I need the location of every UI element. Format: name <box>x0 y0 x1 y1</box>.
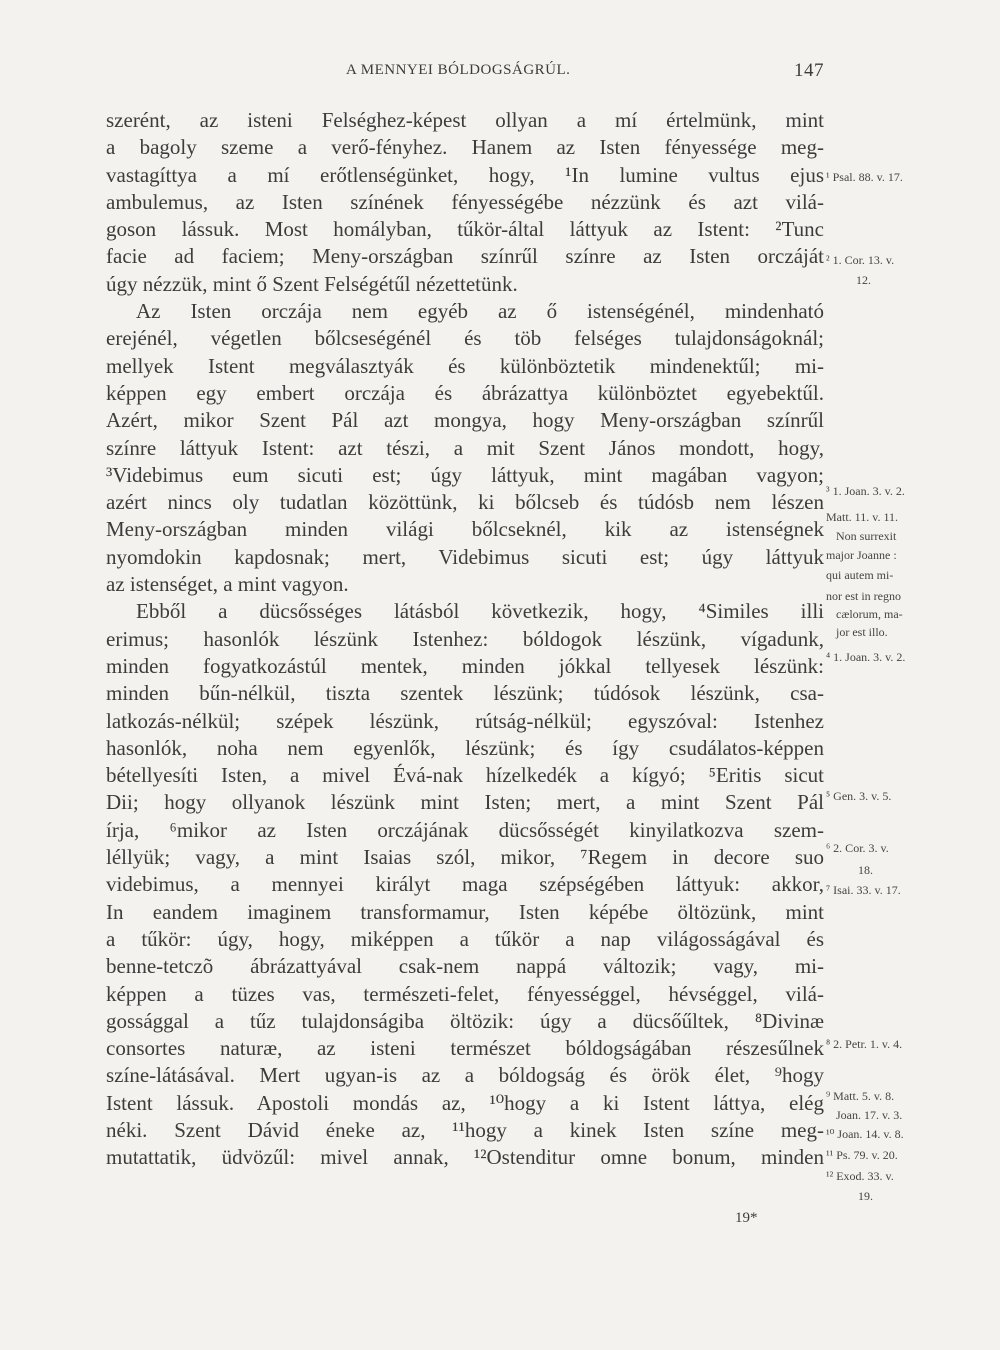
page-number: 147 <box>794 60 824 81</box>
text-line: az istenséget, a mint vagyon. <box>106 572 349 597</box>
text-line: mellyek Istent megválasztyák és különböztetik mindenektűl; mi- <box>106 353 824 378</box>
text-line: úgy nézzük, mint ő Szent Felségétűl nézettetünk. <box>106 271 518 296</box>
text-line: Az Isten orczája nem egyéb az ő istenségénél, mindenható <box>136 299 824 324</box>
margin-note: 18. <box>858 863 873 877</box>
text-line: színe-látásával. Mert ugyan-is az a bóldogság és örök élet, ⁹hogy <box>106 1063 824 1088</box>
margin-note: nor est in regno <box>826 589 901 603</box>
margin-note: Non surrexit <box>836 529 897 543</box>
margin-note: ³ 1. Joan. 3. v. 2. <box>826 484 905 498</box>
text-line: Meny-országban minden világi bőlcseknél, kik az istenségnek <box>106 517 824 542</box>
text-line: facie ad faciem; Meny-országban színrűl színre az Isten orczáját <box>106 244 824 269</box>
text-line: léllyük; vagy, a mint Isaias szól, mikor, ⁷Regem in decore suo <box>106 845 824 870</box>
margin-note: Matt. 11. v. 11. <box>826 510 898 524</box>
text-line: mutattatik, üdvözűl: mivel annak, ¹²Ostenditur omne bonum, minden <box>106 1145 824 1170</box>
text-line: bétellyesíti Isten, a mivel Évá-nak hízelkedék a kígyó; ⁵Eritis sicut <box>106 763 824 788</box>
text-line: Ebből a dücsősséges látásból következik, hogy, ⁴Similes illi <box>136 599 824 624</box>
text-line: azért nincs oly tudatlan közöttünk, ki bőlcseb és túdósb nem lészen <box>106 490 824 515</box>
text-line: a tűkör: úgy, hogy, miképpen a tűkör a nap világosságával és <box>106 926 824 951</box>
margin-note: ² 1. Cor. 13. v. <box>826 253 895 267</box>
text-line: Dii; hogy ollyanok lészünk mint Isten; mert, a mint Szent Pál <box>106 790 824 815</box>
margin-note: ¹¹ Ps. 79. v. 20. <box>826 1148 898 1162</box>
margin-note: jor est illo. <box>836 625 888 639</box>
text-line: latkozás-nélkül; szépek lészünk, rútság-nélkül; egyszóval: Istenhez <box>106 708 824 733</box>
text-line: erejénél, végetlen bőlcseségénél és töb felséges tulajdonságoknál; <box>106 326 824 351</box>
margin-note: ⁹ Matt. 5. v. 8. <box>826 1089 895 1103</box>
margin-note: ⁴ 1. Joan. 3. v. 2. <box>826 650 906 664</box>
text-line: néki. Szent Dávid éneke az, ¹¹hogy a kinek Isten színe meg- <box>106 1117 824 1142</box>
margin-note: qui autem mi- <box>826 568 894 582</box>
text-line: minden bűn-nélkül, tiszta szentek lészünk; túdósok lészünk, csa- <box>106 681 824 706</box>
text-line: képpen egy embert orczája és ábrázattya különböztet egyebektűl. <box>106 380 824 405</box>
text-line: szerént, az isteni Felséghez-képest ollyan a mí értelmünk, mint <box>106 108 824 132</box>
margin-note: 12. <box>856 273 871 287</box>
text-line: írja, ⁶mikor az Isten orczájának dücsősségét kinyilatkozva szem- <box>106 817 824 842</box>
text-line: gossággal a tűz tulajdonságiba öltözik: úgy a dücsőűltek, ⁸Divinæ <box>106 1008 824 1033</box>
text-line: színre láttyuk Istent: azt tészi, a mit Szent János mondott, hogy, <box>106 435 824 460</box>
margin-note: cælorum, ma- <box>836 607 903 621</box>
margin-note: major Joanne : <box>826 548 897 562</box>
text-line: consortes naturæ, az isteni természet bóldogságában részesűlnek <box>106 1036 824 1061</box>
margin-note: ⁶ 2. Cor. 3. v. <box>826 841 889 855</box>
text-line: ambulemus, az Isten színének fényességébe nézzünk és azt vilá- <box>106 189 824 214</box>
signature-mark: 19* <box>735 1210 758 1226</box>
text-line: videbimus, a mennyei királyt maga szépségében láttyuk: akkor, <box>106 872 824 897</box>
text-line: ³Videbimus eum sicuti est; úgy láttyuk, mint magában vagyon; <box>106 462 824 487</box>
margin-note: ¹ Psal. 88. v. 17. <box>826 170 903 184</box>
margin-note: 19. <box>858 1189 873 1203</box>
text-line: In eandem imaginem transformamur, Isten képébe öltözünk, mint <box>106 899 824 924</box>
text-line: Azért, mikor Szent Pál azt mongya, hogy Meny-országban színrűl <box>106 408 824 433</box>
text-line: vastagíttya a mí erőtlenségünket, hogy, ¹In lumine vultus ejus <box>106 162 824 187</box>
text-line: goson lássuk. Most homályban, tűkör-által láttyuk az Istent: ²Tunc <box>106 217 824 242</box>
margin-note: ⁷ Isai. 33. v. 17. <box>826 883 901 897</box>
margin-note: ¹⁰ Joan. 14. v. 8. <box>826 1127 904 1141</box>
text-line: Istent lássuk. Apostoli mondás az, ¹⁰hogy a ki Istent láttya, elég <box>106 1090 824 1115</box>
text-line: nyomdokin kapdosnak; mert, Videbimus sicuti est; úgy láttyuk <box>106 544 824 569</box>
text-line: benne-tetczõ ábrázattyával csak-nem nappá változik; vagy, mi- <box>106 954 824 979</box>
margin-note: ¹² Exod. 33. v. <box>826 1169 894 1183</box>
text-line: hasonlók, noha nem egyenlők, lészünk; és így csudálatos-képpen <box>106 735 824 760</box>
margin-note: Joan. 17. v. 3. <box>836 1108 903 1122</box>
text-line: erimus; hasonlók lészünk Istenhez: bóldogok lészünk, vígadunk, <box>106 626 824 651</box>
running-title: A MENNYEI BÓLDOGSÁGRÚL. <box>346 62 571 78</box>
text-line: minden fogyatkozástúl mentek, minden jókkal tellyesek lészünk: <box>106 653 824 678</box>
text-line: képpen a tüzes vas, természeti-felet, fényességgel, hévséggel, vilá- <box>106 981 824 1006</box>
margin-note: ⁸ 2. Petr. 1. v. 4. <box>826 1037 903 1051</box>
margin-note: ⁵ Gen. 3. v. 5. <box>826 789 892 803</box>
text-line: a bagoly szeme a verő-fényhez. Hanem az Isten fényessége meg- <box>106 135 824 160</box>
